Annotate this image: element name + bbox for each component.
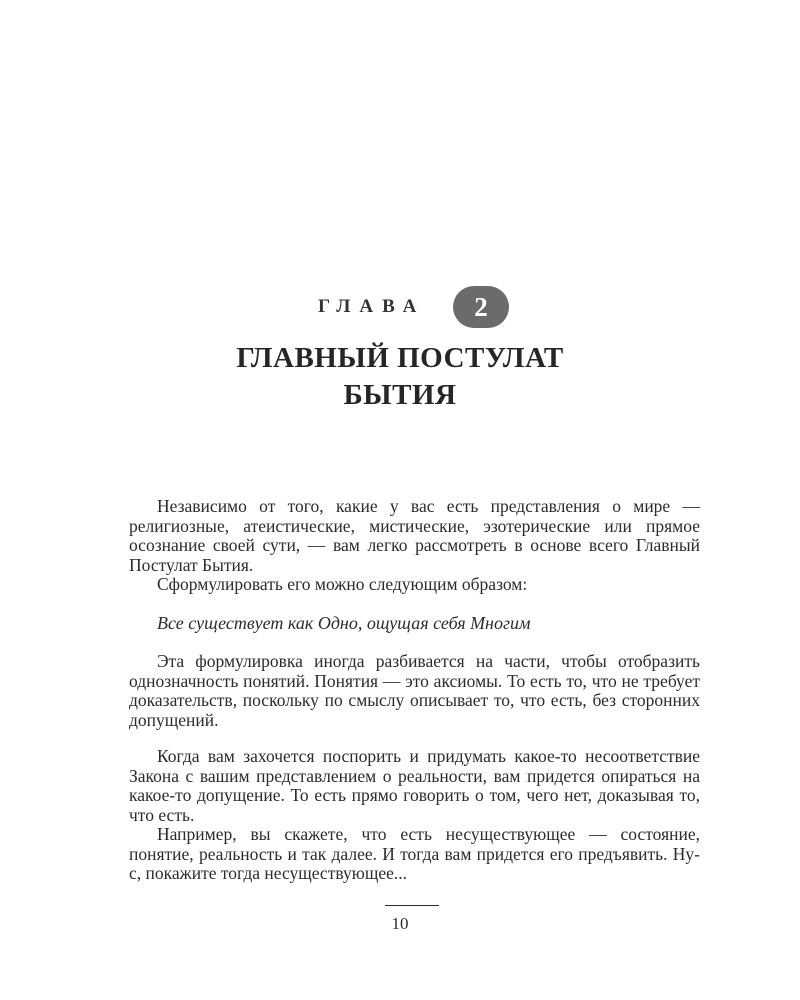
paragraph-4: Когда вам захочется поспорить и придумать какое-то несоответствие Закона с вашим представлением о реальности, вам придется опираться на какое-то допущение. То есть прямо говорить о том, чего нет, доказывая то, что есть. xyxy=(129,746,700,825)
spacer xyxy=(129,730,700,747)
paragraph-3: Эта формулировка иногда разбивается на части, чтобы отобразить однозначность понятий. Понятия — это аксиомы. То есть то, что не требует доказательств, поскольку по смыслу описывает то, что есть, без сторонних допущений. xyxy=(129,651,700,730)
chapter-body xyxy=(129,497,700,884)
chapter-title-line-1: ГЛАВНЫЙ ПОСТУЛАТ xyxy=(236,342,564,374)
paragraph-1: Независимо от того, какие у вас есть представления о мире — религиозные, атеистические, мистические, эзотерические или прямое осознание своей сути, — вам легко рассмотреть в основе всего Главный Постулат Бытия. xyxy=(129,496,700,575)
chapter-title xyxy=(0,340,800,414)
spacer xyxy=(129,633,700,652)
page-number-rule xyxy=(385,905,439,906)
chapter-label: ГЛАВА xyxy=(318,296,426,317)
paragraph-2: Сформулировать его можно следующим образом: xyxy=(157,574,528,594)
postulate-quote: Все существует как Одно, ощущая себя Многим xyxy=(157,612,531,633)
page-number: 10 xyxy=(391,914,409,933)
chapter-heading xyxy=(0,286,800,328)
spacer xyxy=(129,595,700,614)
chapter-title-line-2: БЫТИЯ xyxy=(343,379,457,411)
chapter-number-badge: 2 xyxy=(453,286,509,328)
paragraph-5: Например, вы скажете, что есть несуществующее — состояние, понятие, реальность и так далее. И тогда вам придется его предъявить. Ну-с, покажите тогда несуществующее... xyxy=(129,824,700,883)
